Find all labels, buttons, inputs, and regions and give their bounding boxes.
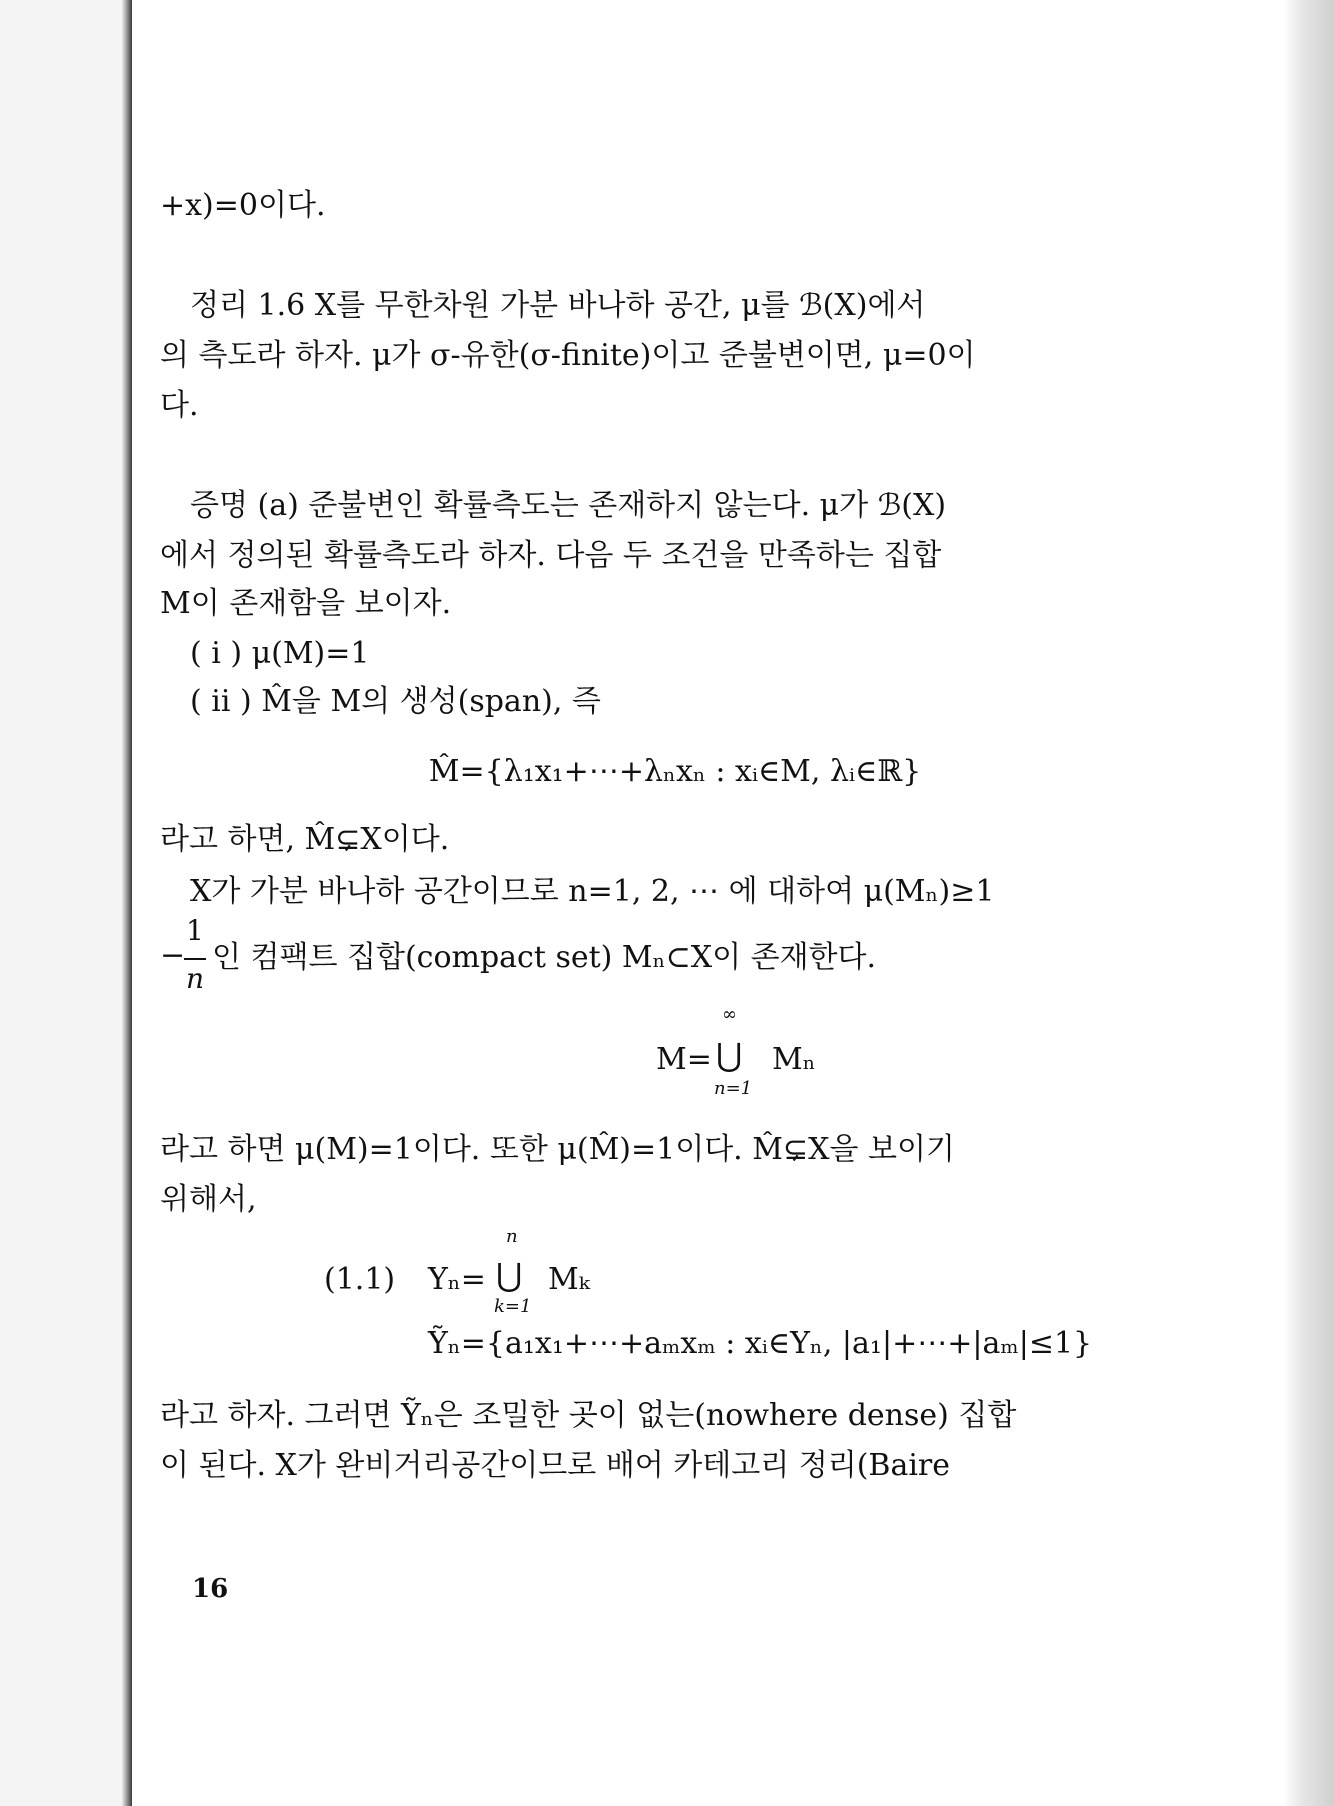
text-line-12: X가 가분 바나하 공간이므로 n=1, 2, ⋯ 에 대하여 μ(Mₙ)≥1 bbox=[190, 874, 995, 909]
y-equation-right: Mₖ bbox=[548, 1262, 590, 1297]
fraction-numerator: 1 bbox=[186, 914, 204, 947]
union-equation-left: M= bbox=[656, 1042, 712, 1077]
page-number: 16 bbox=[192, 1574, 229, 1604]
proof-line-1: 증명 (a) 준불변인 확률측도는 존재하지 않는다. μ가 ℬ(X) bbox=[190, 488, 947, 523]
theorem-line-2: 의 측도라 하자. μ가 σ-유한(σ-finite)이고 준불변이면, μ=0이 bbox=[160, 338, 976, 373]
equation-label: (1.1) bbox=[324, 1262, 396, 1297]
text-line-13: 인 컴팩트 집합(compact set) Mₙ⊂X이 존재한다. bbox=[212, 940, 877, 975]
union2-top-limit: n bbox=[506, 1226, 518, 1247]
theorem-line-3: 다. bbox=[160, 388, 199, 423]
condition-ii: ( ii ) M̂을 M의 생성(span), 즉 bbox=[190, 684, 601, 719]
text-line-11: 라고 하면, M̂⊊X이다. bbox=[160, 822, 450, 857]
proof-line-3: M이 존재함을 보이자. bbox=[160, 586, 452, 621]
union2-symbol: ⋃ bbox=[496, 1256, 523, 1294]
union2-bottom-limit: k=1 bbox=[494, 1296, 532, 1317]
fraction-bar bbox=[184, 958, 206, 960]
y-tilde-equation: Ỹₙ={a₁x₁+⋯+aₘxₘ : xᵢ∈Yₙ, |a₁|+⋯+|aₘ|≤1} bbox=[428, 1326, 1093, 1361]
text-line-19: 라고 하자. 그러면 Ỹₙ은 조밀한 곳이 없는(nowhere dense) 집합 bbox=[160, 1398, 1017, 1433]
theorem-line-1: 정리 1.6 X를 무한차원 가분 바나하 공간, μ를 ℬ(X)에서 bbox=[190, 288, 926, 323]
text-line-15: 라고 하면 μ(M)=1이다. 또한 μ(M̂)=1이다. M̂⊊X을 보이기 bbox=[160, 1132, 955, 1167]
union-symbol: ⋃ bbox=[716, 1036, 743, 1074]
left-binding-shadow bbox=[0, 0, 132, 1806]
condition-i: ( i ) μ(M)=1 bbox=[190, 636, 370, 671]
span-equation: M̂={λ₁x₁+⋯+λₙxₙ : xᵢ∈M, λᵢ∈ℝ} bbox=[428, 754, 922, 789]
text-line-16: 위해서, bbox=[160, 1182, 257, 1217]
right-edge-shadow bbox=[1282, 0, 1334, 1806]
fraction-minus: − bbox=[160, 938, 186, 973]
union-top-limit: ∞ bbox=[722, 1004, 737, 1025]
union-bottom-limit: n=1 bbox=[714, 1078, 753, 1099]
proof-line-2: 에서 정의된 확률측도라 하자. 다음 두 조건을 만족하는 집합 bbox=[160, 538, 942, 573]
union-equation-right: Mₙ bbox=[772, 1042, 816, 1077]
y-equation-left: Yₙ= bbox=[428, 1262, 486, 1297]
text-line-1: +x)=0이다. bbox=[160, 188, 326, 223]
fraction-denominator: n bbox=[186, 962, 205, 995]
text-line-20: 이 된다. X가 완비거리공간이므로 배어 카테고리 정리(Baire bbox=[160, 1448, 951, 1483]
